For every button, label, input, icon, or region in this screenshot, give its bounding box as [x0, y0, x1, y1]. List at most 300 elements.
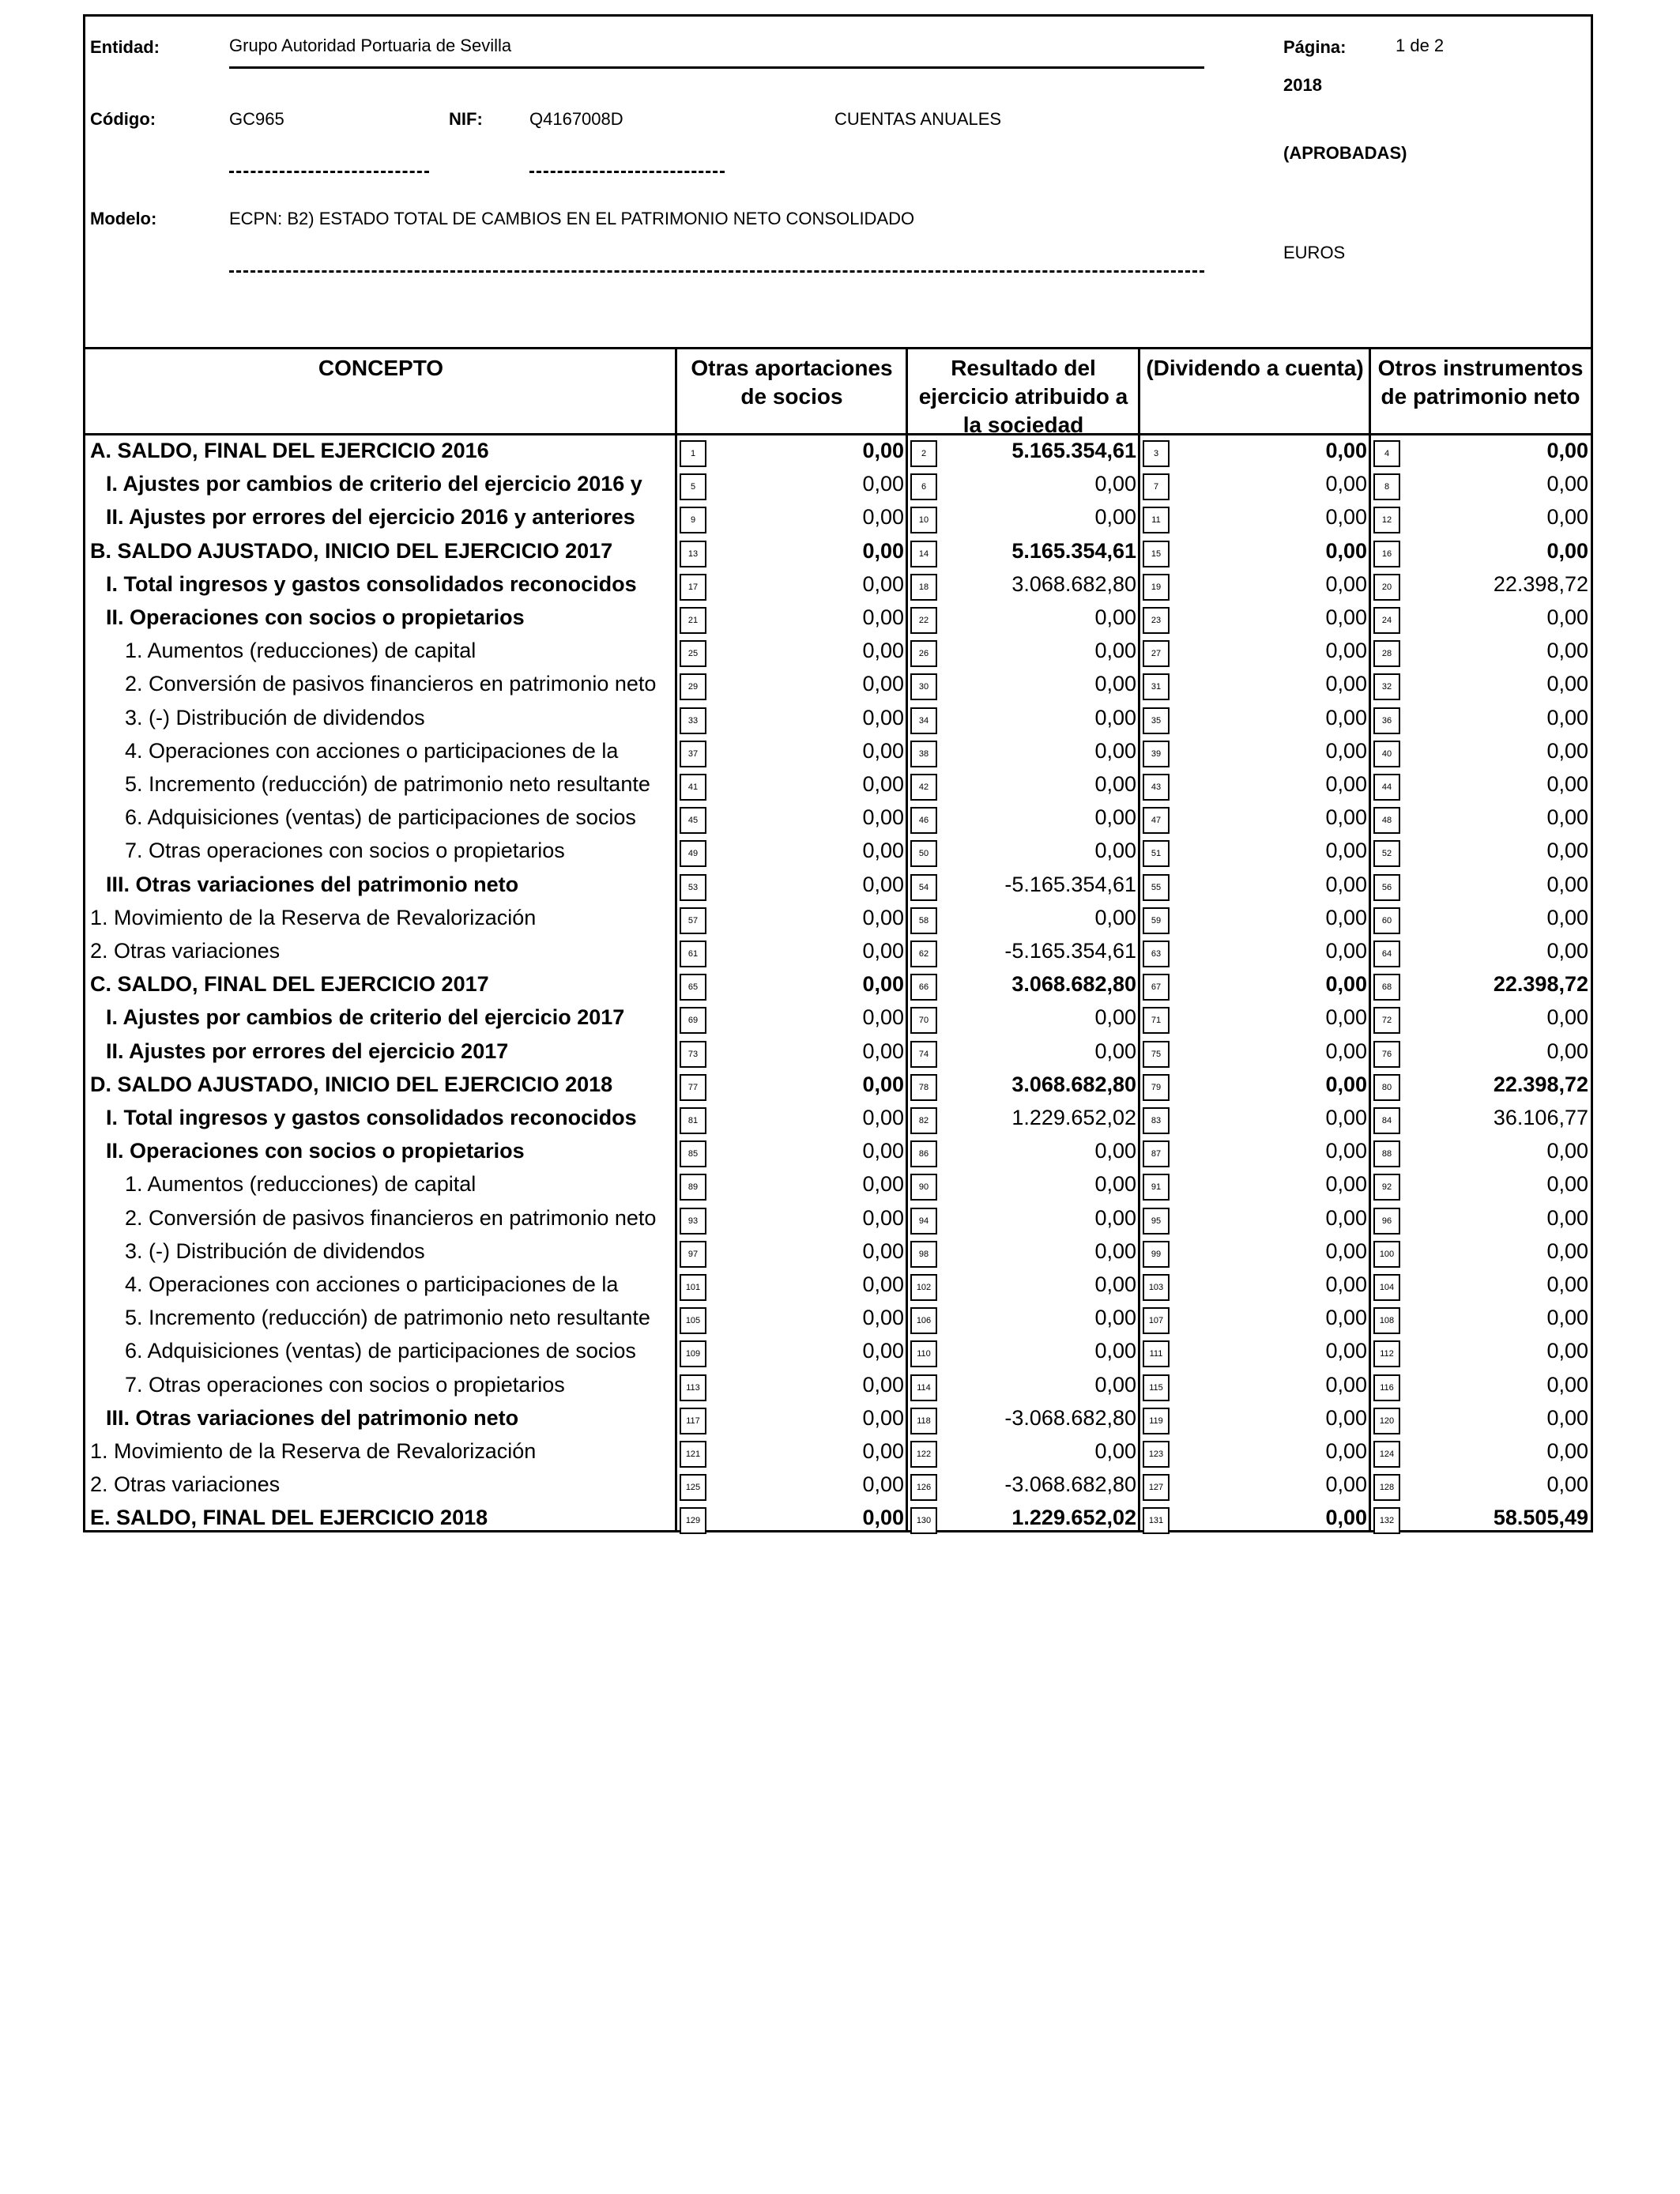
row-code-box: 5	[680, 473, 706, 500]
row-code-box: 21	[680, 607, 706, 634]
row-code-box: 22	[910, 607, 937, 634]
table-row	[85, 469, 1591, 502]
row-code-box: 44	[1373, 774, 1400, 801]
row-code-box: 14	[910, 541, 937, 567]
row-value: 0,00	[862, 1139, 904, 1163]
row-value: 0,00	[1546, 672, 1588, 696]
row-code-box: 119	[1143, 1408, 1170, 1434]
table-row	[85, 635, 1591, 669]
row-code-box: 128	[1373, 1474, 1400, 1501]
row-code-box: 86	[910, 1140, 937, 1167]
row-value: 0,00	[1546, 1172, 1588, 1197]
row-code-box: 83	[1143, 1107, 1170, 1134]
table-row	[85, 802, 1591, 835]
row-label: 3. (-) Distribución de dividendos	[125, 705, 425, 729]
row-code-box: 68	[1373, 974, 1400, 1001]
row-code-box: 17	[680, 574, 706, 601]
row-code-box: 18	[910, 574, 937, 601]
row-code-box: 124	[1373, 1441, 1400, 1468]
row-label: B. SALDO AJUSTADO, INICIO DEL EJERCICIO 2017	[90, 538, 613, 563]
row-value: 0,00	[1546, 505, 1588, 530]
row-code-box: 74	[910, 1041, 937, 1068]
row-value: 0,00	[1325, 605, 1367, 629]
row-label: 3. (-) Distribución de dividendos	[125, 1238, 425, 1263]
codigo-dashline	[229, 171, 429, 173]
row-value: 0,00	[1325, 1172, 1367, 1197]
row-code-box: 37	[680, 741, 706, 767]
row-code-box: 69	[680, 1007, 706, 1034]
nif-label: NIF:	[449, 109, 483, 129]
row-label: 4. Operaciones con acciones o participaciones de la	[125, 738, 619, 763]
row-label: II. Ajustes por errores del ejercicio 2016 y anteriores	[106, 505, 635, 530]
row-value: 0,00	[1546, 1472, 1588, 1497]
row-value: -3.068.682,80	[1004, 1472, 1136, 1497]
row-code-box: 25	[680, 640, 706, 667]
table-row	[85, 736, 1591, 769]
row-value: 0,00	[862, 705, 904, 729]
row-value: 0,00	[1546, 472, 1588, 496]
row-value: 0,00	[862, 1272, 904, 1296]
row-label: 4. Operaciones con acciones o participaciones de la	[125, 1272, 619, 1296]
row-code-box: 109	[680, 1340, 706, 1367]
row-label: D. SALDO AJUSTADO, INICIO DEL EJERCICIO 2018	[90, 1072, 613, 1096]
row-code-box: 95	[1143, 1208, 1170, 1235]
row-value: 0,00	[1325, 1106, 1367, 1129]
row-value: 0,00	[1094, 1039, 1136, 1063]
row-code-box: 49	[680, 840, 706, 867]
row-value: 0,00	[1325, 1306, 1367, 1330]
nif-dashline	[529, 171, 725, 173]
row-code-box: 70	[910, 1007, 937, 1034]
row-code-box: 39	[1143, 741, 1170, 767]
row-value: 0,00	[1325, 1472, 1367, 1497]
row-code-box: 60	[1373, 907, 1400, 934]
row-value: 1.229.652,02	[1011, 1506, 1136, 1530]
row-code-box: 11	[1143, 507, 1170, 533]
row-code-box: 103	[1143, 1274, 1170, 1301]
row-code-box: 80	[1373, 1074, 1400, 1101]
row-value: 0,00	[1546, 538, 1588, 563]
row-value: 0,00	[1325, 1139, 1367, 1163]
row-value: 22.398,72	[1493, 571, 1588, 596]
row-label: E. SALDO, FINAL DEL EJERCICIO 2018	[90, 1506, 488, 1530]
row-code-box: 13	[680, 541, 706, 567]
row-value: 0,00	[1546, 939, 1588, 963]
table-row	[85, 1436, 1591, 1469]
row-value: 0,00	[1094, 1306, 1136, 1330]
row-code-box: 107	[1143, 1307, 1170, 1334]
row-code-box: 117	[680, 1408, 706, 1434]
row-value: 0,00	[1094, 1339, 1136, 1363]
table-row	[85, 1370, 1591, 1403]
row-label: C. SALDO, FINAL DEL EJERCICIO 2017	[90, 972, 489, 997]
row-value: -5.165.354,61	[1004, 939, 1136, 963]
row-label: III. Otras variaciones del patrimonio neto	[106, 872, 519, 896]
row-value: 0,00	[862, 1238, 904, 1263]
row-code-box: 59	[1143, 907, 1170, 934]
table-row	[85, 1169, 1591, 1202]
row-value: 0,00	[1094, 772, 1136, 796]
moneda-label: EUROS	[1283, 243, 1346, 262]
row-value: 0,00	[1094, 1205, 1136, 1230]
row-value: 0,00	[1325, 905, 1367, 929]
row-code-box: 62	[910, 941, 937, 967]
row-value: 0,00	[862, 1306, 904, 1330]
row-code-box: 56	[1373, 874, 1400, 901]
row-code-box: 63	[1143, 941, 1170, 967]
row-code-box: 51	[1143, 840, 1170, 867]
row-value: 0,00	[862, 505, 904, 530]
row-code-box: 46	[910, 807, 937, 834]
col-dividendo-header: (Dividendo a cuenta)	[1146, 356, 1364, 380]
column-headers	[85, 349, 1591, 437]
row-value: 3.068.682,80	[1011, 571, 1136, 596]
modelo-value: ECPN: B2) ESTADO TOTAL DE CAMBIOS EN EL PATRIMONIO NETO CONSOLIDADO	[229, 209, 915, 228]
nif-value: Q4167008D	[529, 109, 623, 129]
row-label: 2. Conversión de pasivos financieros en patrimonio neto	[125, 1205, 657, 1230]
row-code-box: 87	[1143, 1140, 1170, 1167]
row-value: 0,00	[1325, 805, 1367, 830]
row-value: 0,00	[1325, 872, 1367, 896]
table-row	[85, 502, 1591, 535]
row-code-box: 79	[1143, 1074, 1170, 1101]
row-label: 6. Adquisiciones (ventas) de participaciones de socios	[125, 805, 636, 830]
row-value: 0,00	[1546, 1238, 1588, 1263]
row-code-box: 57	[680, 907, 706, 934]
row-label: II. Operaciones con socios o propietarios	[106, 605, 525, 629]
row-value: 0,00	[1325, 705, 1367, 729]
aprobadas-label: (APROBADAS)	[1283, 143, 1407, 163]
row-value: 0,00	[1094, 805, 1136, 830]
row-code-box: 40	[1373, 741, 1400, 767]
table-row	[85, 1469, 1591, 1502]
row-code-box: 123	[1143, 1441, 1170, 1468]
row-code-box: 10	[910, 507, 937, 533]
row-value: 0,00	[1325, 1205, 1367, 1230]
row-value: 3.068.682,80	[1011, 972, 1136, 997]
row-value: 0,00	[1546, 772, 1588, 796]
row-value: 0,00	[1325, 1372, 1367, 1397]
row-code-box: 105	[680, 1307, 706, 1334]
row-code-box: 91	[1143, 1174, 1170, 1201]
row-label: III. Otras variaciones del patrimonio neto	[106, 1405, 519, 1430]
row-value: 0,00	[1546, 1306, 1588, 1330]
row-value: 0,00	[1094, 1439, 1136, 1463]
row-code-box: 30	[910, 673, 937, 700]
row-code-box: 106	[910, 1307, 937, 1334]
row-code-box: 9	[680, 507, 706, 533]
row-value: 22.398,72	[1493, 972, 1588, 997]
row-value: -5.165.354,61	[1004, 872, 1136, 896]
row-code-box: 102	[910, 1274, 937, 1301]
row-value: 0,00	[862, 905, 904, 929]
row-value: 0,00	[1546, 1005, 1588, 1030]
row-code-box: 118	[910, 1408, 937, 1434]
row-value: 0,00	[1325, 1072, 1367, 1096]
table-row	[85, 1203, 1591, 1236]
row-label: 5. Incremento (reducción) de patrimonio neto resultante	[125, 1306, 650, 1330]
row-code-box: 94	[910, 1208, 937, 1235]
row-value: 3.068.682,80	[1011, 1072, 1136, 1096]
row-value: 0,00	[862, 1172, 904, 1197]
row-code-box: 23	[1143, 607, 1170, 634]
row-code-box: 121	[680, 1441, 706, 1468]
row-code-box: 28	[1373, 640, 1400, 667]
row-value: 0,00	[1546, 1272, 1588, 1296]
row-value: 0,00	[1094, 738, 1136, 763]
codigo-value: GC965	[229, 109, 284, 129]
row-code-box: 97	[680, 1241, 706, 1268]
row-value: 0,00	[1094, 839, 1136, 863]
row-value: 0,00	[1094, 1238, 1136, 1263]
row-value: 0,00	[1094, 1172, 1136, 1197]
table-row	[85, 1002, 1591, 1035]
row-label: 7. Otras operaciones con socios o propietarios	[125, 1372, 565, 1397]
row-value: 0,00	[862, 1039, 904, 1063]
row-value: 5.165.354,61	[1011, 538, 1136, 563]
row-code-box: 130	[910, 1507, 937, 1534]
entidad-underline	[229, 66, 1204, 69]
row-value: 0,00	[1325, 1506, 1367, 1530]
row-value: 0,00	[1094, 1272, 1136, 1296]
table-row	[85, 903, 1591, 936]
row-code-box: 82	[910, 1107, 937, 1134]
row-value: 0,00	[862, 472, 904, 496]
codigo-label: Código:	[90, 109, 156, 129]
row-label: 1. Movimiento de la Reserva de Revalorización	[90, 1439, 537, 1463]
row-code-box: 131	[1143, 1507, 1170, 1534]
row-code-box: 33	[680, 707, 706, 734]
row-code-box: 45	[680, 807, 706, 834]
row-code-box: 78	[910, 1074, 937, 1101]
row-code-box: 34	[910, 707, 937, 734]
entidad-label: Entidad:	[90, 37, 160, 57]
row-code-box: 42	[910, 774, 937, 801]
col-otras-aportaciones-header: Otras aportaciones de socios	[691, 356, 893, 409]
row-label: 1. Movimiento de la Reserva de Revalorización	[90, 905, 537, 929]
row-code-box: 61	[680, 941, 706, 967]
table-row	[85, 536, 1591, 569]
year-label: 2018	[1283, 75, 1322, 95]
row-value: 0,00	[1546, 872, 1588, 896]
row-code-box: 112	[1373, 1340, 1400, 1367]
row-value: 0,00	[1094, 1005, 1136, 1030]
table-row	[85, 936, 1591, 969]
row-value: 0,00	[862, 1205, 904, 1230]
row-value: 0,00	[1546, 738, 1588, 763]
row-code-box: 71	[1143, 1007, 1170, 1034]
row-label: I. Total ingresos y gastos consolidados reconocidos	[106, 571, 637, 596]
row-code-box: 85	[680, 1140, 706, 1167]
row-value: 0,00	[1546, 1139, 1588, 1163]
row-value: 0,00	[862, 972, 904, 997]
row-value: 0,00	[1546, 839, 1588, 863]
row-code-box: 104	[1373, 1274, 1400, 1301]
table-row	[85, 669, 1591, 702]
row-value: 0,00	[1094, 1372, 1136, 1397]
table-row	[85, 1502, 1591, 1536]
row-label: 6. Adquisiciones (ventas) de participaciones de socios	[125, 1339, 636, 1363]
row-code-box: 29	[680, 673, 706, 700]
row-value: 0,00	[1546, 1339, 1588, 1363]
row-value: 0,00	[1546, 805, 1588, 830]
row-code-box: 93	[680, 1208, 706, 1235]
row-code-box: 52	[1373, 840, 1400, 867]
row-code-box: 111	[1143, 1340, 1170, 1367]
row-code-box: 132	[1373, 1507, 1400, 1534]
row-value: 0,00	[1325, 439, 1367, 462]
row-code-box: 31	[1143, 673, 1170, 700]
row-value: 0,00	[1325, 772, 1367, 796]
col-resultado-header: Resultado del ejercicio atribuido a la sociedad	[918, 356, 1128, 437]
row-code-box: 38	[910, 741, 937, 767]
row-code-box: 88	[1373, 1140, 1400, 1167]
row-value: 0,00	[1546, 1205, 1588, 1230]
row-value: 0,00	[1325, 538, 1367, 563]
row-value: 0,00	[1546, 705, 1588, 729]
row-code-box: 36	[1373, 707, 1400, 734]
row-value: 0,00	[1546, 1039, 1588, 1063]
table-row	[85, 869, 1591, 903]
row-code-box: 100	[1373, 1241, 1400, 1268]
row-code-box: 47	[1143, 807, 1170, 834]
row-label: A. SALDO, FINAL DEL EJERCICIO 2016	[90, 439, 489, 462]
row-value: 0,00	[1094, 639, 1136, 663]
row-code-box: 4	[1373, 440, 1400, 467]
row-code-box: 122	[910, 1441, 937, 1468]
table-row	[85, 835, 1591, 869]
row-code-box: 32	[1373, 673, 1400, 700]
row-code-box: 116	[1373, 1374, 1400, 1401]
row-code-box: 126	[910, 1474, 937, 1501]
row-code-box: 72	[1373, 1007, 1400, 1034]
table-row	[85, 769, 1591, 802]
row-value: 0,00	[862, 738, 904, 763]
row-code-box: 110	[910, 1340, 937, 1367]
row-code-box: 8	[1373, 473, 1400, 500]
row-code-box: 65	[680, 974, 706, 1001]
row-value: 22.398,72	[1493, 1072, 1588, 1096]
row-code-box: 115	[1143, 1374, 1170, 1401]
row-code-box: 98	[910, 1241, 937, 1268]
table-row	[85, 435, 1591, 469]
row-value: 0,00	[1325, 1405, 1367, 1430]
row-label: 7. Otras operaciones con socios o propietarios	[125, 839, 565, 863]
row-code-box: 81	[680, 1107, 706, 1134]
row-value: 0,00	[862, 1405, 904, 1430]
row-value: 5.165.354,61	[1011, 439, 1136, 462]
row-code-box: 99	[1143, 1241, 1170, 1268]
row-code-box: 50	[910, 840, 937, 867]
row-value: 0,00	[1325, 1005, 1367, 1030]
row-code-box: 54	[910, 874, 937, 901]
row-value: 0,00	[862, 1439, 904, 1463]
row-label: 2. Otras variaciones	[90, 1472, 281, 1497]
table-row	[85, 569, 1591, 602]
row-value: 0,00	[862, 772, 904, 796]
pagina-label: Página:	[1283, 37, 1347, 57]
row-label: 2. Otras variaciones	[90, 939, 281, 963]
row-code-box: 7	[1143, 473, 1170, 500]
row-code-box: 6	[910, 473, 937, 500]
row-label: I. Ajustes por cambios de criterio del ejercicio 2017	[106, 1005, 625, 1030]
row-code-box: 1	[680, 440, 706, 467]
row-code-box: 101	[680, 1274, 706, 1301]
row-value: 0,00	[862, 939, 904, 963]
row-value: 0,00	[862, 839, 904, 863]
entidad-value: Grupo Autoridad Portuaria de Sevilla	[229, 36, 512, 55]
row-code-box: 90	[910, 1174, 937, 1201]
table-row	[85, 703, 1591, 736]
row-value: 0,00	[862, 1072, 904, 1096]
row-value: 0,00	[862, 571, 904, 596]
row-value: 0,00	[1325, 1339, 1367, 1363]
row-code-box: 77	[680, 1074, 706, 1101]
row-code-box: 64	[1373, 941, 1400, 967]
row-value: 0,00	[1325, 1039, 1367, 1063]
row-code-box: 12	[1373, 507, 1400, 533]
row-value: 0,00	[1325, 1439, 1367, 1463]
row-value: 0,00	[862, 1339, 904, 1363]
modelo-dashline	[229, 270, 1204, 273]
row-label: 5. Incremento (reducción) de patrimonio neto resultante	[125, 772, 650, 796]
row-value: 0,00	[862, 1472, 904, 1497]
col-otros-instrumentos-header: Otros instrumentos de patrimonio neto	[1377, 356, 1584, 409]
table-row	[85, 1036, 1591, 1069]
row-code-box: 53	[680, 874, 706, 901]
row-code-box: 55	[1143, 874, 1170, 901]
row-code-box: 129	[680, 1507, 706, 1534]
row-value: 0,00	[1094, 505, 1136, 530]
row-value: 0,00	[1094, 705, 1136, 729]
statement-frame	[83, 14, 1593, 1532]
col-concepto-header: CONCEPTO	[318, 356, 444, 380]
row-value: 0,00	[862, 1506, 904, 1530]
row-value: 0,00	[1325, 1272, 1367, 1296]
row-value: 0,00	[1546, 605, 1588, 629]
row-value: 0,00	[1546, 1372, 1588, 1397]
table-row	[85, 1403, 1591, 1436]
row-value: 0,00	[862, 1106, 904, 1129]
table-row	[85, 1269, 1591, 1302]
row-value: 0,00	[1094, 605, 1136, 629]
row-value: 0,00	[862, 872, 904, 896]
row-label: 2. Conversión de pasivos financieros en patrimonio neto	[125, 672, 657, 696]
row-code-box: 41	[680, 774, 706, 801]
row-value: 0,00	[1325, 672, 1367, 696]
row-label: 1. Aumentos (reducciones) de capital	[125, 639, 477, 663]
row-value: 0,00	[1546, 905, 1588, 929]
row-value: 0,00	[1325, 505, 1367, 530]
row-label: I. Ajustes por cambios de criterio del ejercicio 2016 y	[106, 472, 642, 496]
table-row	[85, 1103, 1591, 1136]
row-value: 0,00	[862, 538, 904, 563]
row-value: 0,00	[1094, 1139, 1136, 1163]
row-value: 0,00	[1094, 905, 1136, 929]
row-code-box: 66	[910, 974, 937, 1001]
row-code-box: 120	[1373, 1408, 1400, 1434]
row-value: 0,00	[862, 805, 904, 830]
row-code-box: 20	[1373, 574, 1400, 601]
row-label: II. Operaciones con socios o propietarios	[106, 1139, 525, 1163]
row-label: II. Ajustes por errores del ejercicio 2017	[106, 1039, 509, 1063]
row-value: 0,00	[1325, 571, 1367, 596]
row-code-box: 3	[1143, 440, 1170, 467]
row-value: 0,00	[862, 672, 904, 696]
row-value: 0,00	[862, 639, 904, 663]
row-value: 58.505,49	[1493, 1506, 1588, 1530]
table-row	[85, 1236, 1591, 1269]
